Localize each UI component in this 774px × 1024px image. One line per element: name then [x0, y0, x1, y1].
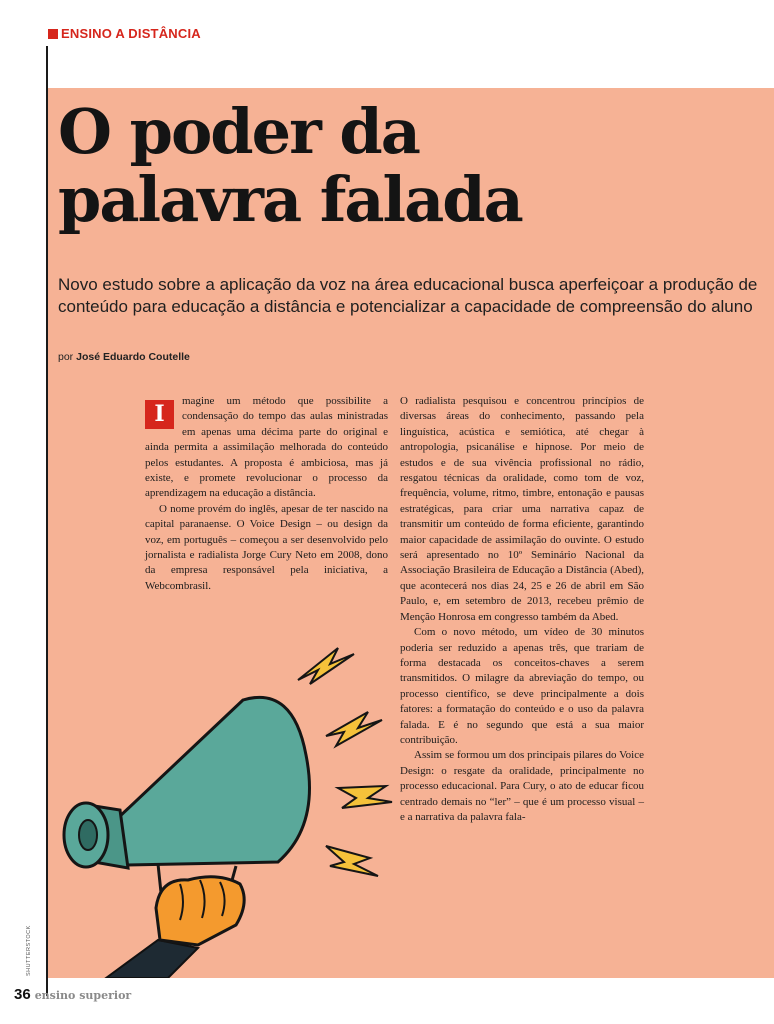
byline	[58, 351, 190, 363]
title-line: O poder da	[58, 95, 419, 168]
page-number: 36	[14, 986, 31, 1003]
paragraph: O radialista pesquisou e concentrou princípios de diversas áreas do conhecimento, passando pela linguística, acústica e semiótica, até chegar à antropologia, psicanálise e hipnose. Por meio de estudos e de sua vivência profissional no rádio, resgatou técnicas da oralidade, como tom de voz, frequência, volume, ritmo, timbre, entonação e pausas estratégicas, para criar uma narrativa capaz de transmitir um conteúdo de forma eficiente, garantindo maior capacidade de assimilação do ouvinte. O estudo será apresentado no 10º Seminário Nacional da Associação Brasileira de Educação a Distância (Abed), que acontecerá nos dias 24, 25 e 26 de abril em São Paulo, e, em setembro de 2013, recebeu prêmio de Menção Honrosa em congresso também da Abed.	[400, 395, 644, 623]
photo-credit: SHUTTERSTOCK	[26, 925, 32, 976]
paragraph	[145, 394, 388, 502]
title-line: palavra falada	[58, 163, 522, 236]
magazine-name: ensino superior	[34, 989, 132, 1002]
paragraph: Assim se formou um dos principais pilares do Voice Design: o resgate da oralidade, principalmente no processo educacional. Para Cury, o ato de educar ficou centrado demais no “ler” – que é um processo visual – e a narrativa da palavra fala-	[400, 749, 644, 823]
article-column-2	[400, 394, 644, 825]
author-name: José Eduardo Coutelle	[76, 351, 190, 363]
paragraph: Com o novo método, um vídeo de 30 minutos poderia ser reduzido a apenas três, que trariam de forma destacada os conceitos-chaves a serem transmitidos. O milagre da abreviação do tempo, ou processo científico, se deve principalmente a dois fatores: a formatação do conteúdo e o uso da palavra falada. E é no segundo que está a sua maior contribuição.	[400, 626, 644, 746]
article-column-1	[145, 394, 388, 594]
page-footer	[14, 986, 131, 1003]
section-label: ENSINO A DISTÂNCIA	[61, 26, 201, 41]
drop-cap: I	[145, 400, 174, 429]
byline-prefix: por	[58, 351, 74, 363]
article-deck: Novo estudo sobre a aplicação da voz na área educacional busca aperfeiçoar a produção de conteúdo para educação a distância e potencializar a capacidade de compreensão do aluno	[58, 275, 758, 316]
article-title	[58, 95, 758, 236]
paragraph-text: magine um método que possibilite a condensação do tempo das aulas ministradas em apenas uma décima parte do original e ainda permita a assimilação melhorada do conteúdo pelos estudantes. A proposta é ambiciosa, mas já existe, e promete revolucionar o processo da aprendizagem na educação a distância.	[145, 395, 388, 500]
paragraph: O nome provém do inglês, apesar de ter nascido na capital paranaense. O Voice Design – ou design da voz, em português – começou a ser desenvolvido pelo jornalista e radialista Jorge Cury Neto em 2008, dono da empresa responsável pela iniciativa, a Webcombrasil.	[145, 502, 388, 592]
section-tag	[48, 26, 201, 41]
megaphone-icon	[48, 640, 400, 978]
section-marker-icon	[48, 29, 58, 39]
